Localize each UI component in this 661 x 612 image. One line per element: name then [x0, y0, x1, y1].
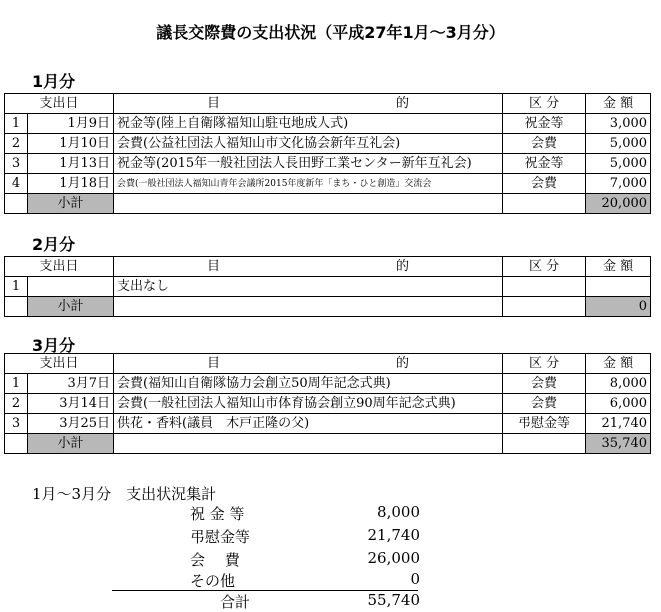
table-row	[5, 277, 651, 297]
row-category: 会費	[503, 394, 586, 414]
row-category: 会費	[503, 134, 586, 154]
header-category: 区 分	[503, 257, 586, 277]
header-purpose	[114, 354, 503, 374]
row-amount: 6,000	[586, 394, 651, 414]
row-purpose: 支出なし	[114, 277, 503, 297]
row-purpose: 会費(公益社団法人福知山市文化協会新年互礼会)	[114, 134, 503, 154]
subtotal-blank	[5, 194, 28, 214]
subtotal-blank	[114, 194, 503, 214]
row-purpose: 祝金等(2015年一般社団法人長田野工業センター新年互礼会)	[114, 154, 503, 174]
header-purpose-right: 的	[396, 95, 410, 111]
row-date	[28, 277, 114, 297]
row-number: 3	[5, 154, 28, 174]
table-header-row	[5, 354, 651, 374]
table-row	[5, 134, 651, 154]
row-amount: 8,000	[586, 374, 651, 394]
row-date: 1月13日	[28, 154, 114, 174]
row-purpose: 会費(福知山自衛隊協力会創立50周年記念式典)	[114, 374, 503, 394]
subtotal-blank	[114, 434, 503, 454]
header-date: 支出日	[5, 257, 114, 277]
header-amount: 金 額	[586, 354, 651, 374]
table-row	[5, 174, 651, 194]
header-date: 支出日	[5, 354, 114, 374]
row-amount	[586, 277, 651, 297]
table-header-row	[5, 257, 651, 277]
table-row	[5, 114, 651, 134]
row-purpose: 会費(一般社団法人福知山市体育協会創立90周年記念式典)	[114, 394, 503, 414]
subtotal-blank	[503, 434, 586, 454]
row-date: 1月9日	[28, 114, 114, 134]
header-purpose	[114, 257, 503, 277]
row-purpose: 会費(一般社団法人福知山青年会議所2015年度新年「まち・ひと創造」交流会	[114, 174, 503, 194]
page-title: 議長交際費の支出状況（平成27年1月～3月分）	[156, 23, 505, 42]
row-category: 祝金等	[503, 154, 586, 174]
row-category: 会費	[503, 374, 586, 394]
summary-total-value: 55,740	[367, 591, 420, 609]
summary-row	[190, 526, 420, 546]
table-row	[5, 374, 651, 394]
row-category: 会費	[503, 174, 586, 194]
row-purpose: 供花・香料(議員 木戸正隆の父)	[114, 414, 503, 434]
summary-row	[190, 549, 420, 569]
subtotal-blank	[5, 297, 28, 317]
subtotal-blank	[503, 297, 586, 317]
header-purpose-left: 目	[207, 95, 221, 111]
row-date: 3月7日	[28, 374, 114, 394]
subtotal-amount: 0	[586, 297, 651, 317]
subtotal-amount: 20,000	[586, 194, 651, 214]
summary-label: その他	[190, 572, 236, 590]
subtotal-blank	[503, 194, 586, 214]
row-number: 1	[5, 374, 28, 394]
header-category: 区 分	[503, 94, 586, 114]
header-amount: 金 額	[586, 257, 651, 277]
subtotal-label: 小計	[28, 297, 114, 317]
summary-value: 21,740	[367, 526, 420, 544]
summary-heading: 1月～3月分 支出状況集計	[32, 485, 217, 503]
subtotal-row	[5, 434, 651, 454]
summary-total-label: 合計	[220, 593, 251, 611]
row-amount: 5,000	[586, 134, 651, 154]
row-date: 3月14日	[28, 394, 114, 414]
subtotal-row	[5, 194, 651, 214]
row-date: 3月25日	[28, 414, 114, 434]
summary-row	[190, 570, 420, 590]
header-category: 区 分	[503, 354, 586, 374]
row-number: 4	[5, 174, 28, 194]
summary-row	[190, 503, 420, 523]
summary-label: 祝 金 等	[190, 505, 245, 523]
row-category	[503, 277, 586, 297]
month-heading-january: 1月分	[32, 72, 76, 91]
summary-value: 26,000	[367, 549, 420, 567]
header-purpose-right: 的	[396, 258, 410, 274]
row-amount: 7,000	[586, 174, 651, 194]
subtotal-label: 小計	[28, 194, 114, 214]
summary-value: 0	[410, 570, 420, 588]
row-number: 2	[5, 134, 28, 154]
table-row	[5, 414, 651, 434]
header-purpose	[114, 94, 503, 114]
row-amount: 5,000	[586, 154, 651, 174]
subtotal-blank	[114, 297, 503, 317]
summary-total-row	[190, 591, 420, 611]
row-category: 祝金等	[503, 114, 586, 134]
month-heading-february: 2月分	[32, 235, 76, 254]
summary-label: 会 費	[190, 551, 240, 569]
row-purpose: 祝金等(陸上自衛隊福知山駐屯地成人式)	[114, 114, 503, 134]
subtotal-label: 小計	[28, 434, 114, 454]
subtotal-blank	[5, 434, 28, 454]
row-amount: 21,740	[586, 414, 651, 434]
expense-table-march	[4, 353, 651, 454]
row-number: 1	[5, 114, 28, 134]
summary-value: 8,000	[377, 503, 420, 521]
row-date: 1月18日	[28, 174, 114, 194]
header-purpose-left: 目	[207, 258, 221, 274]
expense-table-february	[4, 256, 651, 317]
header-date: 支出日	[5, 94, 114, 114]
month-heading-march: 3月分	[32, 336, 76, 355]
expense-table-january	[4, 93, 651, 214]
row-number: 2	[5, 394, 28, 414]
table-row	[5, 154, 651, 174]
subtotal-row	[5, 297, 651, 317]
row-amount: 3,000	[586, 114, 651, 134]
table-row	[5, 394, 651, 414]
row-date: 1月10日	[28, 134, 114, 154]
header-purpose-left: 目	[207, 355, 221, 371]
summary-label: 弔慰金等	[190, 528, 251, 546]
header-amount: 金 額	[586, 94, 651, 114]
subtotal-amount: 35,740	[586, 434, 651, 454]
table-header-row	[5, 94, 651, 114]
row-category: 弔慰金等	[503, 414, 586, 434]
header-purpose-right: 的	[396, 355, 410, 371]
row-number: 3	[5, 414, 28, 434]
row-number: 1	[5, 277, 28, 297]
